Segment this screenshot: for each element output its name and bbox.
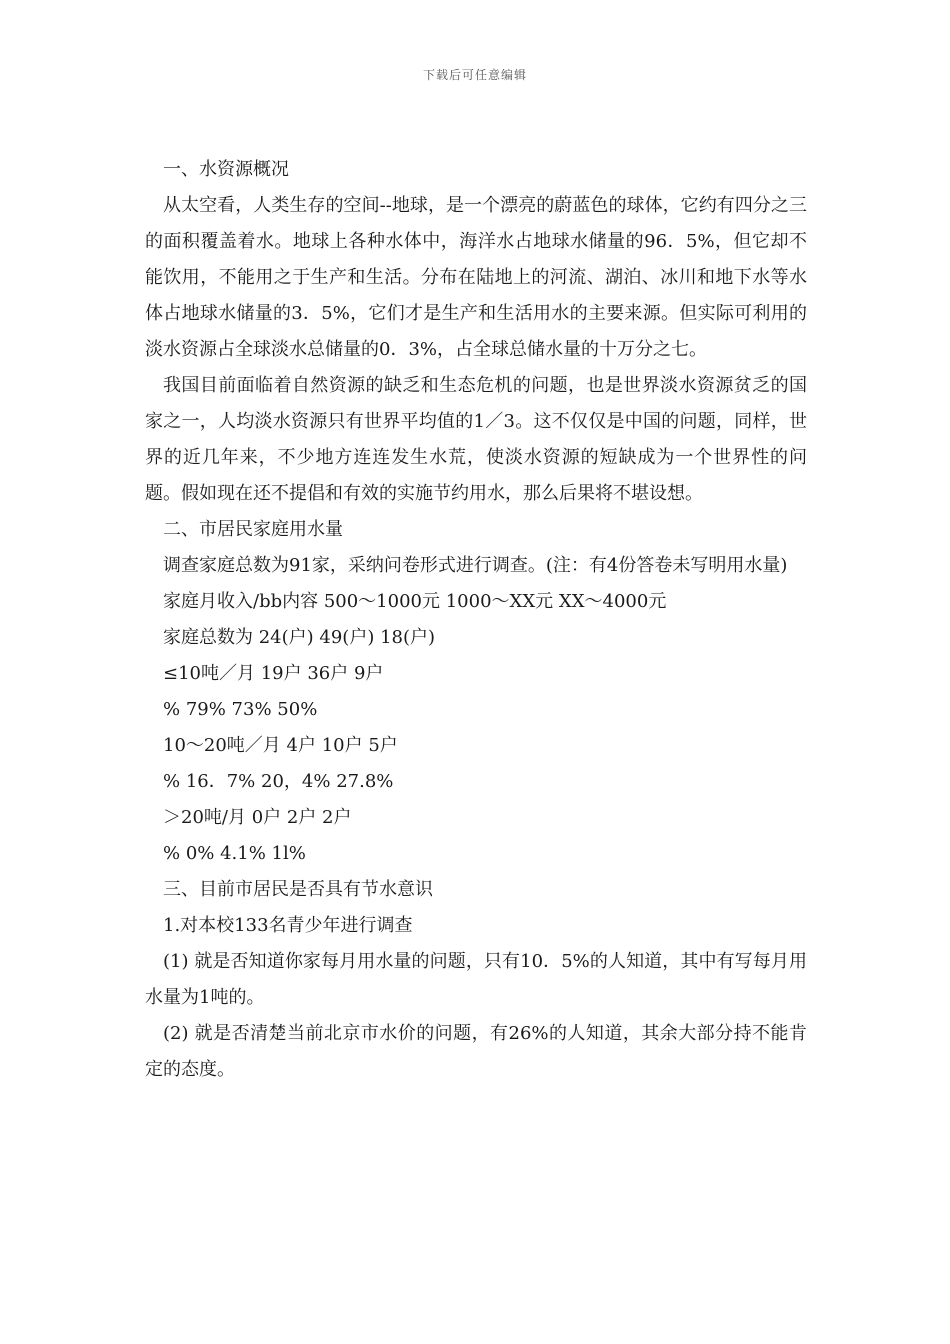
- data-line-income: 家庭月收入/bb内容 500～1000元 1000～XX元 XX～4000元: [163, 591, 667, 612]
- page-header: 下载后可任意编辑: [422, 68, 527, 82]
- document-body: [145, 152, 807, 1088]
- data-line-over-20-percent: % 0% 4.1% 1l%: [163, 843, 306, 864]
- paragraph-question-2: (2) 就是否清楚当前北京市水价的问题，有26%的人知道，其余大部分持不能肯定的态度。: [145, 1023, 807, 1080]
- paragraph-china-water-shortage: 我国目前面临着自然资源的缺乏和生态危机的问题，也是世界淡水资源贫乏的国家之一，人均淡水资源只有世界平均值的1／3。这不仅仅是中国的问题，同样，世界的近几年来，不少地方连连发生水荒，使淡水资源的短缺成为一个世界性的问题。假如现在还不提倡和有效的实施节约用水，那么后果将不堪设想。: [145, 375, 807, 504]
- section-heading-water-overview: 一、水资源概况: [163, 159, 289, 180]
- paragraph-survey-teens: 1.对本校133名青少年进行调查: [163, 915, 413, 936]
- data-line-10-20-percent: % 16．7% 20，4% 27.8%: [163, 771, 394, 792]
- data-line-under-10-tons: ≤10吨／月 19户 36户 9户: [163, 663, 384, 684]
- section-heading-household-usage: 二、市居民家庭用水量: [163, 519, 343, 540]
- paragraph-question-1: (1) 就是否知道你家每月用水量的问题，只有10．5%的人知道，其中有写每月用水量为1吨的。: [145, 951, 807, 1008]
- section-heading-water-awareness: 三、目前市居民是否具有节水意识: [163, 879, 433, 900]
- data-line-household-count: 家庭总数为 24(户) 49(户) 18(户): [163, 627, 436, 648]
- paragraph-water-from-space: 从太空看，人类生存的空间--地球，是一个漂亮的蔚蓝色的球体，它约有四分之三的面积覆盖着水。地球上各种水体中，海洋水占地球水储量的96．5%，但它却不能饮用，不能用之于生产和生活。分布在陆地上的河流、湖泊、冰川和地下水等水体占地球水储量的3．5%，它们才是生产和生活用水的主要来源。但实际可利用的淡水资源占全球淡水总储量的0．3%，占全球总储水量的十万分之七。: [145, 195, 807, 360]
- data-line-over-20-tons: ＞20吨/月 0户 2户 2户: [163, 807, 352, 828]
- paragraph-survey-method: 调查家庭总数为91家，采纳问卷形式进行调查。(注：有4份答卷未写明用水量): [163, 555, 788, 576]
- data-line-10-20-tons: 10～20吨／月 4户 10户 5户: [163, 735, 398, 756]
- data-line-under-10-percent: % 79% 73% 50%: [163, 699, 318, 720]
